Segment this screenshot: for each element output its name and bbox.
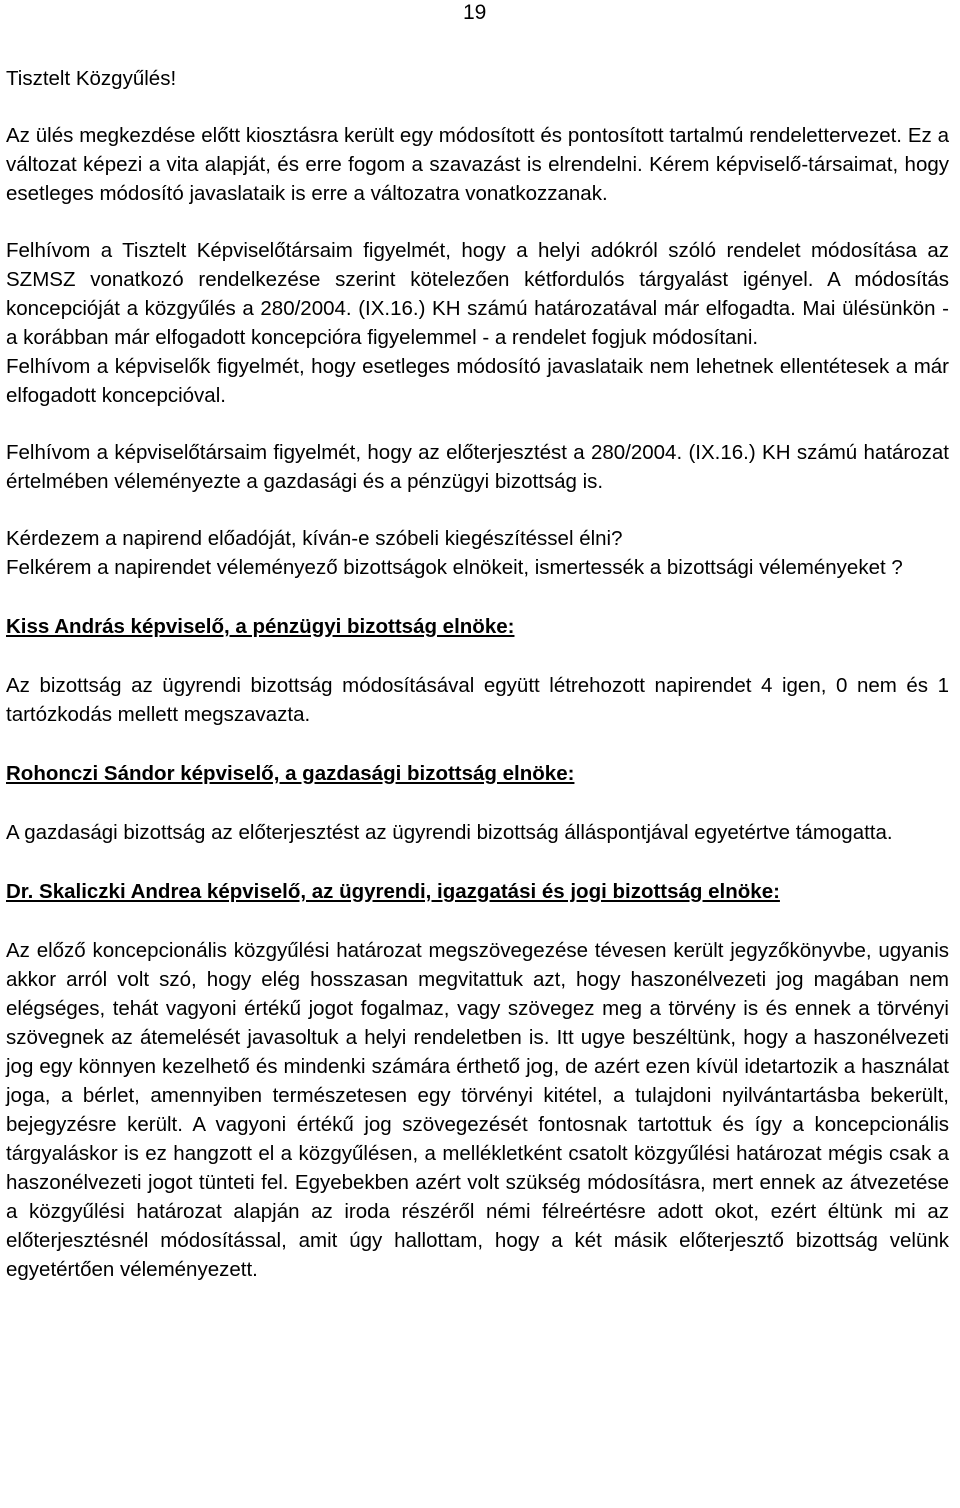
page-number: 19 <box>463 1 487 24</box>
speaker-text-rohonczi: A gazdasági bizottság az előterjesztést az ügyrendi bizottság álláspontjával egyetértve támogatta. <box>6 821 893 844</box>
speaker-heading-rohonczi: Rohonczi Sándor képviselő, a gazdasági bizottság elnöke: <box>6 762 575 785</box>
paragraph-modified-draft: Az ülés megkezdése előtt kiosztásra került egy módosított és pontosított tartalmú rendelettervezet. Ez a változat képezi a vita alapját, és erre fogom a szavazást is elrendelni. Kérem képviselő-társaimat, hogy esetleges módosító javaslataik is erre a változatra vonatkozzanak. <box>6 124 949 205</box>
paragraph-two-round-debate: Felhívom a Tisztelt Képviselőtársaim figyelmét, hogy a helyi adókról szóló rendelet módosítása az SZMSZ vonatkozó rendelkezése szerint kötelezően kétfordulós tárgyalást igényel. A módosítás koncepcióját a közgyűlés a 280/2004. (IX.16.) KH számú határozatával már elfogadta. Mai ülésünkön - a korábban már elfogadott koncepcióra figyelemmel - a rendelet fogjuk módosítani. <box>6 239 949 349</box>
paragraph-committee-review: Felhívom a képviselőtársaim figyelmét, hogy az előterjesztést a 280/2004. (IX.16.) KH számú határozat értelmében véleményezte a gazdasági és a pénzügyi bizottság is. <box>6 441 949 493</box>
paragraph-question-presenter: Kérdezem a napirend előadóját, kíván-e szóbeli kiegészítéssel élni? <box>6 527 623 550</box>
speaker-heading-skaliczki: Dr. Skaliczki Andrea képviselő, az ügyrendi, igazgatási és jogi bizottság elnöke: <box>6 880 780 903</box>
paragraph-amendments-notice: Felhívom a képviselők figyelmét, hogy esetleges módosító javaslataik nem lehetnek ellentétesek a már elfogadott koncepcióval. <box>6 355 949 407</box>
greeting: Tisztelt Közgyűlés! <box>6 67 177 90</box>
document-body <box>6 64 949 1284</box>
speaker-text-skaliczki: Az előző koncepcionális közgyűlési határozat megszövegezése tévesen került jegyzőkönyvbe, ugyanis akkor arról volt szó, hogy elég hosszasan megvitattuk azt, hogy haszonélvezeti jog magában nem elégséges, tehát vagyoni értékű jogot fogalmaz, vagy szövegez meg a törvény is és ennek a törvényi szövegnek az átemelését javasoltuk a helyi rendeletben is. Itt ugye beszéltünk, hogy a haszonélvezeti jog egy könnyen kezelhető és mindenki számára érthető jog, de azért ezen kívül idetartozik a használat joga, a bérlet, amennyiben természetesen egy törvényi kitétel, a tulajdoni nyilvántartásba bekerült, bejegyzésre került. A vagyoni értékű jog szövegezését fontosnak tartottuk és így a koncepcionális tárgyaláskor is ez hangzott el a közgyűlésen, a mellékletként csatolt közgyűlési határozat mégis csak a haszonélvezeti jogot tünteti fel. Egyebekben azért volt szükség módosításra, mert ennek az átvezetése a közgyűlési határozat alapján az iroda részéről némi félreértésre adott okot, ezért éltünk mi az előterjesztésnél módosítással, amit úgy hallottam, hogy a két másik előterjesztő bizottság velünk egyetértően véleményezett. <box>6 939 949 1281</box>
speaker-heading-kiss: Kiss András képviselő, a pénzügyi bizottság elnöke: <box>6 615 515 638</box>
paragraph-request-opinions: Felkérem a napirendet véleményező bizottságok elnökeit, ismertessék a bizottsági véleményeket ? <box>6 556 903 579</box>
speaker-text-kiss: Az bizottság az ügyrendi bizottság módosításával együtt létrehozott napirendet 4 igen, 0 nem és 1 tartózkodás mellett megszavazta. <box>6 674 949 726</box>
